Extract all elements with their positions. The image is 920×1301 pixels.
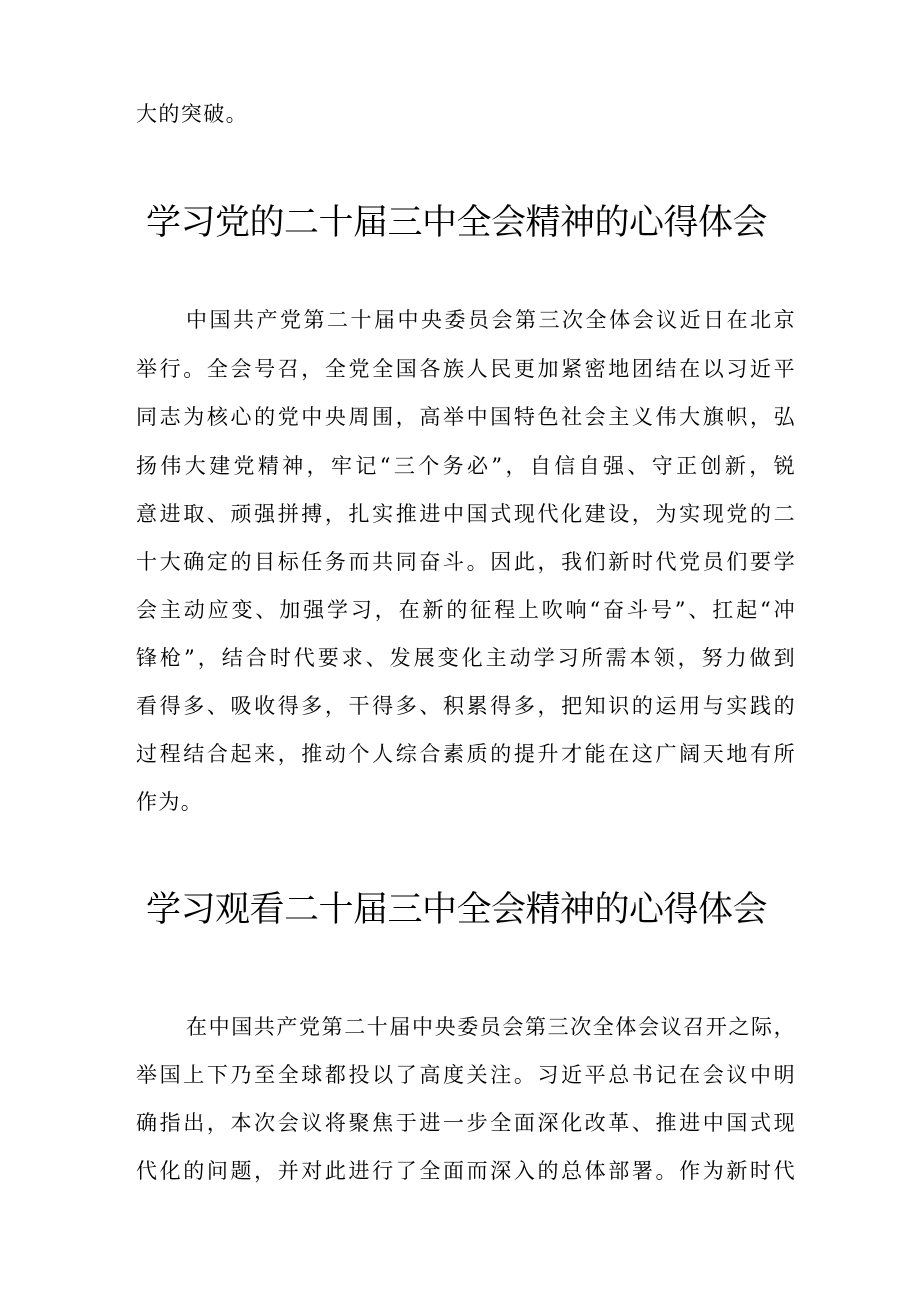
paragraph-line: 举国上下乃至全球都投以了高度关注。习近平总书记在会议中明 xyxy=(136,1063,796,1087)
paragraph-line: 扬伟大建党精神，牢记“三个务必”，自信自强、守正创新，锐 xyxy=(136,454,796,478)
paragraph-line: 看得多、吸收得多，干得多、积累得多，把知识的运用与实践的 xyxy=(136,694,796,718)
paragraph-line: 同志为核心的党中央周围，高举中国特色社会主义伟大旗帜，弘 xyxy=(136,405,796,429)
paragraph-line: 锋枪”，结合时代要求、发展变化主动学习所需本领，努力做到 xyxy=(136,646,796,670)
paragraph-line: 举行。全会号召，全党全国各族人民更加紧密地团结在以习近平 xyxy=(136,357,796,381)
section2-title: 学习观看二十届三中全会精神的心得体会 xyxy=(146,890,768,930)
previous-paragraph-ending: 大的突破。 xyxy=(136,102,248,126)
paragraph-line: 中国共产党第二十届中央委员会第三次全体会议近日在北京 xyxy=(186,308,796,332)
paragraph-line: 在中国共产党第二十届中央委员会第三次全体会议召开之际， xyxy=(186,1015,796,1039)
paragraph-line: 过程结合起来，推动个人综合素质的提升才能在这广阔天地有所 xyxy=(136,742,796,766)
paragraph-line: 作为。 xyxy=(136,790,204,814)
paragraph-line: 十大确定的目标任务而共同奋斗。因此，我们新时代党员们要学 xyxy=(136,550,796,574)
paragraph-line: 意进取、顽强拼搏，扎实推进中国式现代化建设，为实现党的二 xyxy=(136,502,796,526)
paragraph-line: 确指出，本次会议将聚焦于进一步全面深化改革、推进中国式现 xyxy=(136,1111,796,1135)
paragraph-line: 代化的问题，并对此进行了全面而深入的总体部署。作为新时代 xyxy=(136,1159,796,1183)
section1-title: 学习党的二十届三中全会精神的心得体会 xyxy=(146,203,768,243)
paragraph-line: 会主动应变、加强学习，在新的征程上吹响“奋斗号”、扛起“冲 xyxy=(136,598,796,622)
